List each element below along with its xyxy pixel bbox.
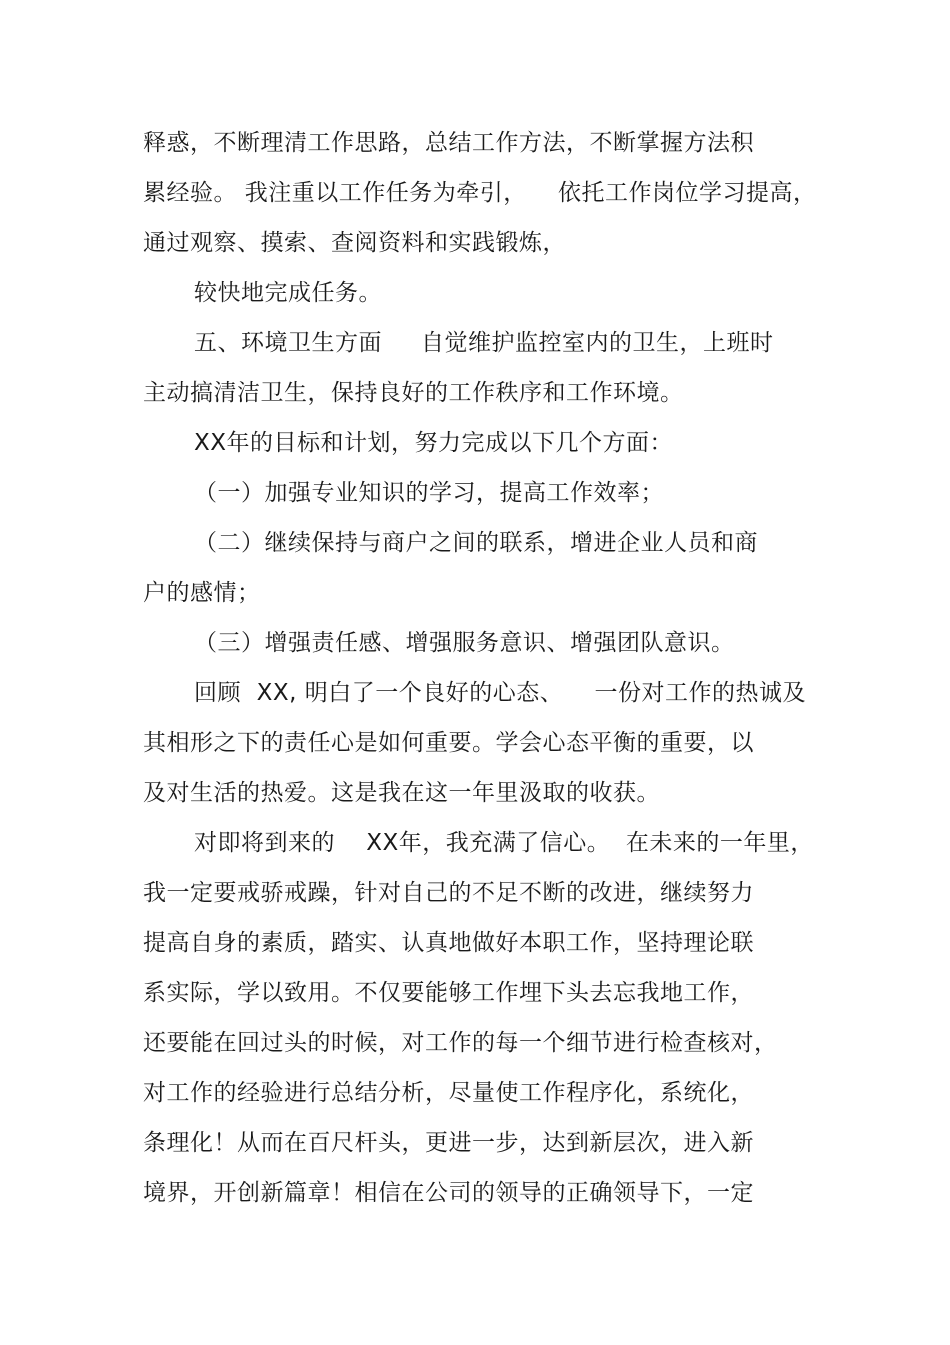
text-line: 主动搞清洁卫生，保持良好的工作秩序和工作环境。 <box>143 380 684 406</box>
text-line: 累经验。 我注重以工作任务为牵引， 依托工作岗位学习提高， <box>143 180 817 206</box>
text-line: 释惑，不断理清工作思路，总结工作方法，不断掌握方法积 <box>143 130 754 156</box>
text-line: 通过观察、摸索、查阅资料和实践锻炼， <box>143 230 566 256</box>
text-line: 提高自身的素质，踏实、认真地做好本职工作，坚持理论联 <box>143 930 754 956</box>
text-line: 回顾 XX, 明白了一个良好的心态、 一份对工作的热诚及 <box>194 680 807 706</box>
text-line: （一）加强专业知识的学习，提高工作效率； <box>194 480 664 506</box>
text-line: 对工作的经验进行总结分析，尽量使工作程序化，系统化， <box>143 1080 754 1106</box>
text-line: 系实际，学以致用。不仅要能够工作埋下头去忘我地工作， <box>143 980 754 1006</box>
text-line: 还要能在回过头的时候，对工作的每一个细节进行检查核对， <box>143 1030 778 1056</box>
text-line: 五、环境卫生方面 自觉维护监控室内的卫生，上班时 <box>194 330 774 356</box>
text-line: （三）增强责任感、增强服务意识、增强团队意识。 <box>194 630 735 656</box>
text-line: 境界，开创新篇章！相信在公司的领导的正确领导下，一定 <box>143 1180 754 1206</box>
text-line: 我一定要戒骄戒躁，针对自己的不足不断的改进，继续努力 <box>143 880 754 906</box>
text-line: XX年的目标和计划，努力完成以下几个方面： <box>194 430 674 456</box>
text-line: 较快地完成任务。 <box>194 280 382 306</box>
text-line: 户的感情； <box>143 580 261 606</box>
text-line: （二）继续保持与商户之间的联系，增进企业人员和商 <box>194 530 758 556</box>
text-line: 条理化！从而在百尺杆头，更进一步，达到新层次，进入新 <box>143 1130 754 1156</box>
text-line: 对即将到来的 XX年，我充满了信心。 在未来的一年里， <box>194 830 814 856</box>
text-line: 及对生活的热爱。这是我在这一年里汲取的收获。 <box>143 780 660 806</box>
text-line: 其相形之下的责任心是如何重要。学会心态平衡的重要，以 <box>143 730 754 756</box>
